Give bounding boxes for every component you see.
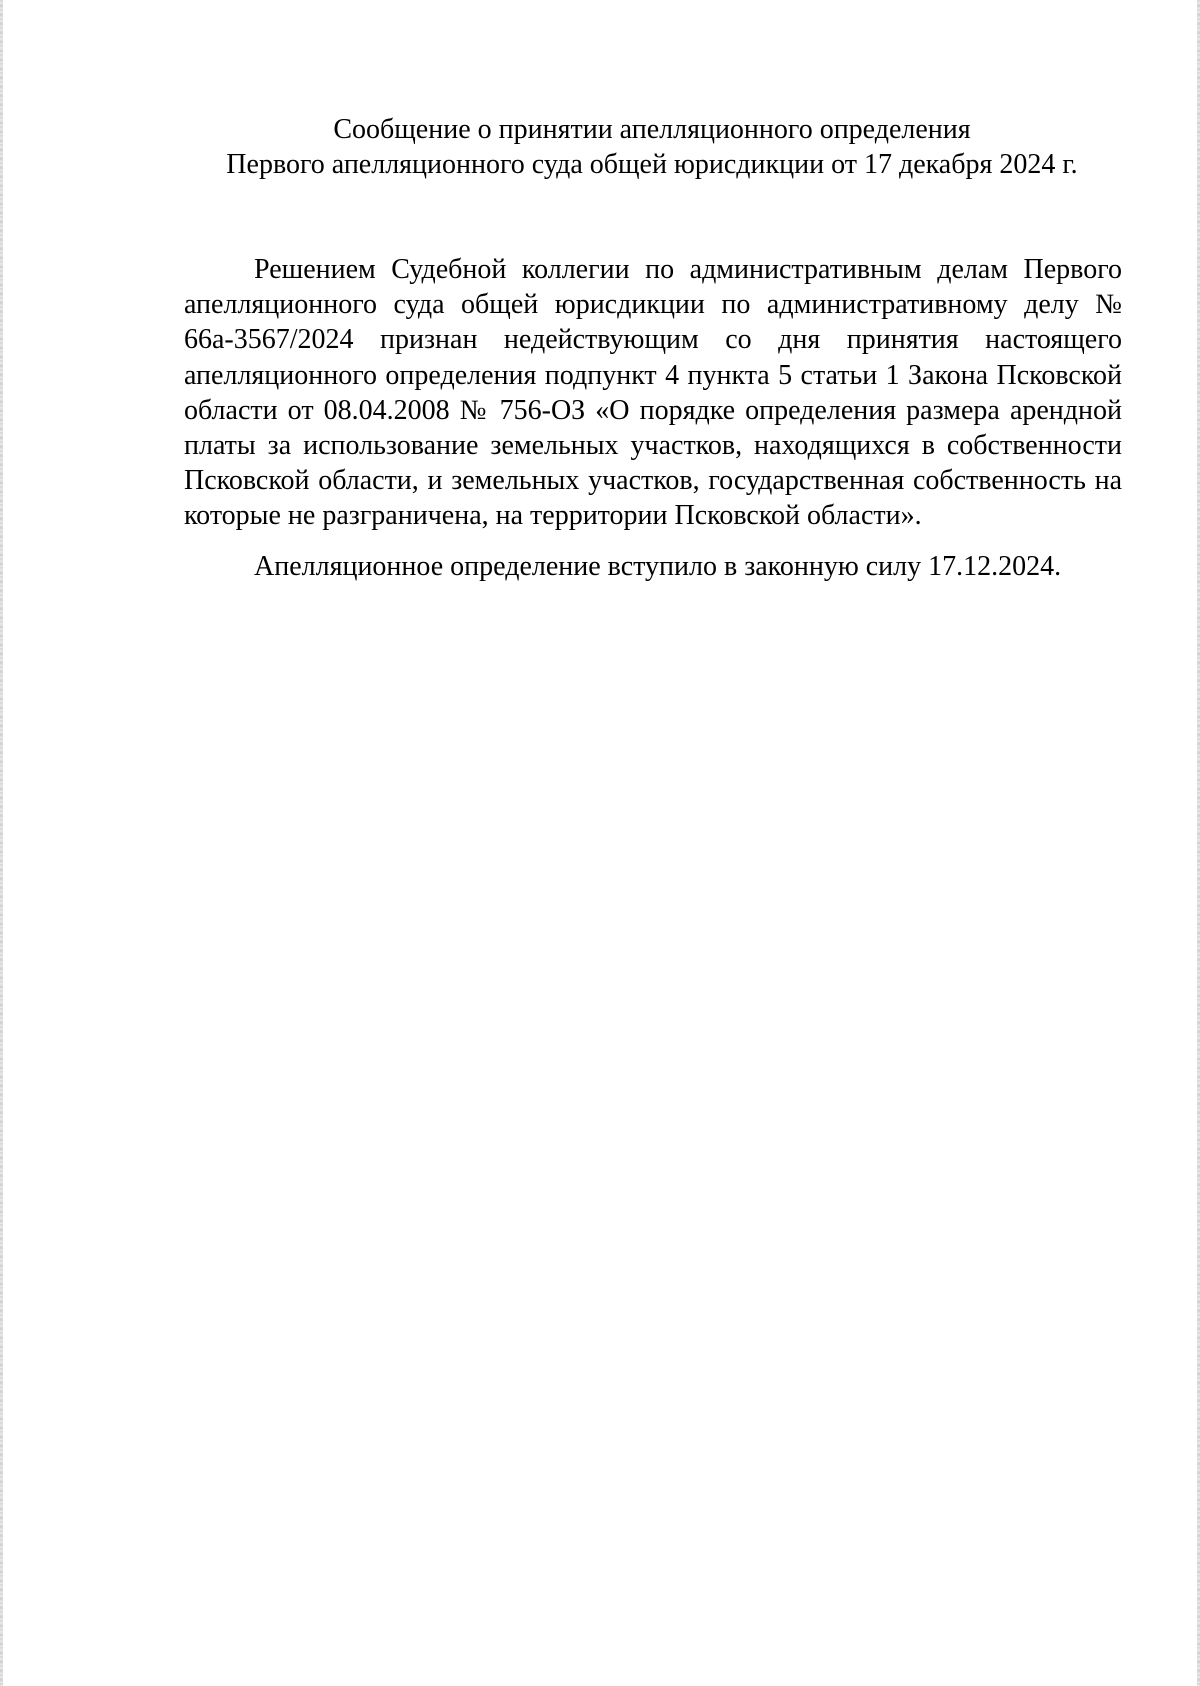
paragraph-decision: Решением Судебной коллегии по административным делам Первого апелляционного суда общей юрисдикции по административному делу № 66а-3567/2024 признан недействующим со дня принятия настоящего апелляционного определения подпункт 4 пункта 5 статьи 1 Закона Псковской области от 08.04.2008 № 756-ОЗ «О порядке определения размера арендной платы за использование земельных участков, находящихся в собственности Псковской области, и земельных участков, государственная собственность на которые не разграничена, на территории Псковской области». [184, 254, 1122, 532]
scan-edge-left [0, 0, 3, 1686]
heading-line-1: Сообщение о принятии апелляционного определения [333, 114, 971, 145]
document-heading [160, 112, 1144, 182]
document-body [184, 252, 1122, 584]
paragraph-effective-date: Апелляционное определение вступило в законную силу 17.12.2024. [254, 550, 1062, 582]
heading-line-2: Первого апелляционного суда общей юрисдикции от 17 декабря 2024 г. [226, 149, 1078, 180]
